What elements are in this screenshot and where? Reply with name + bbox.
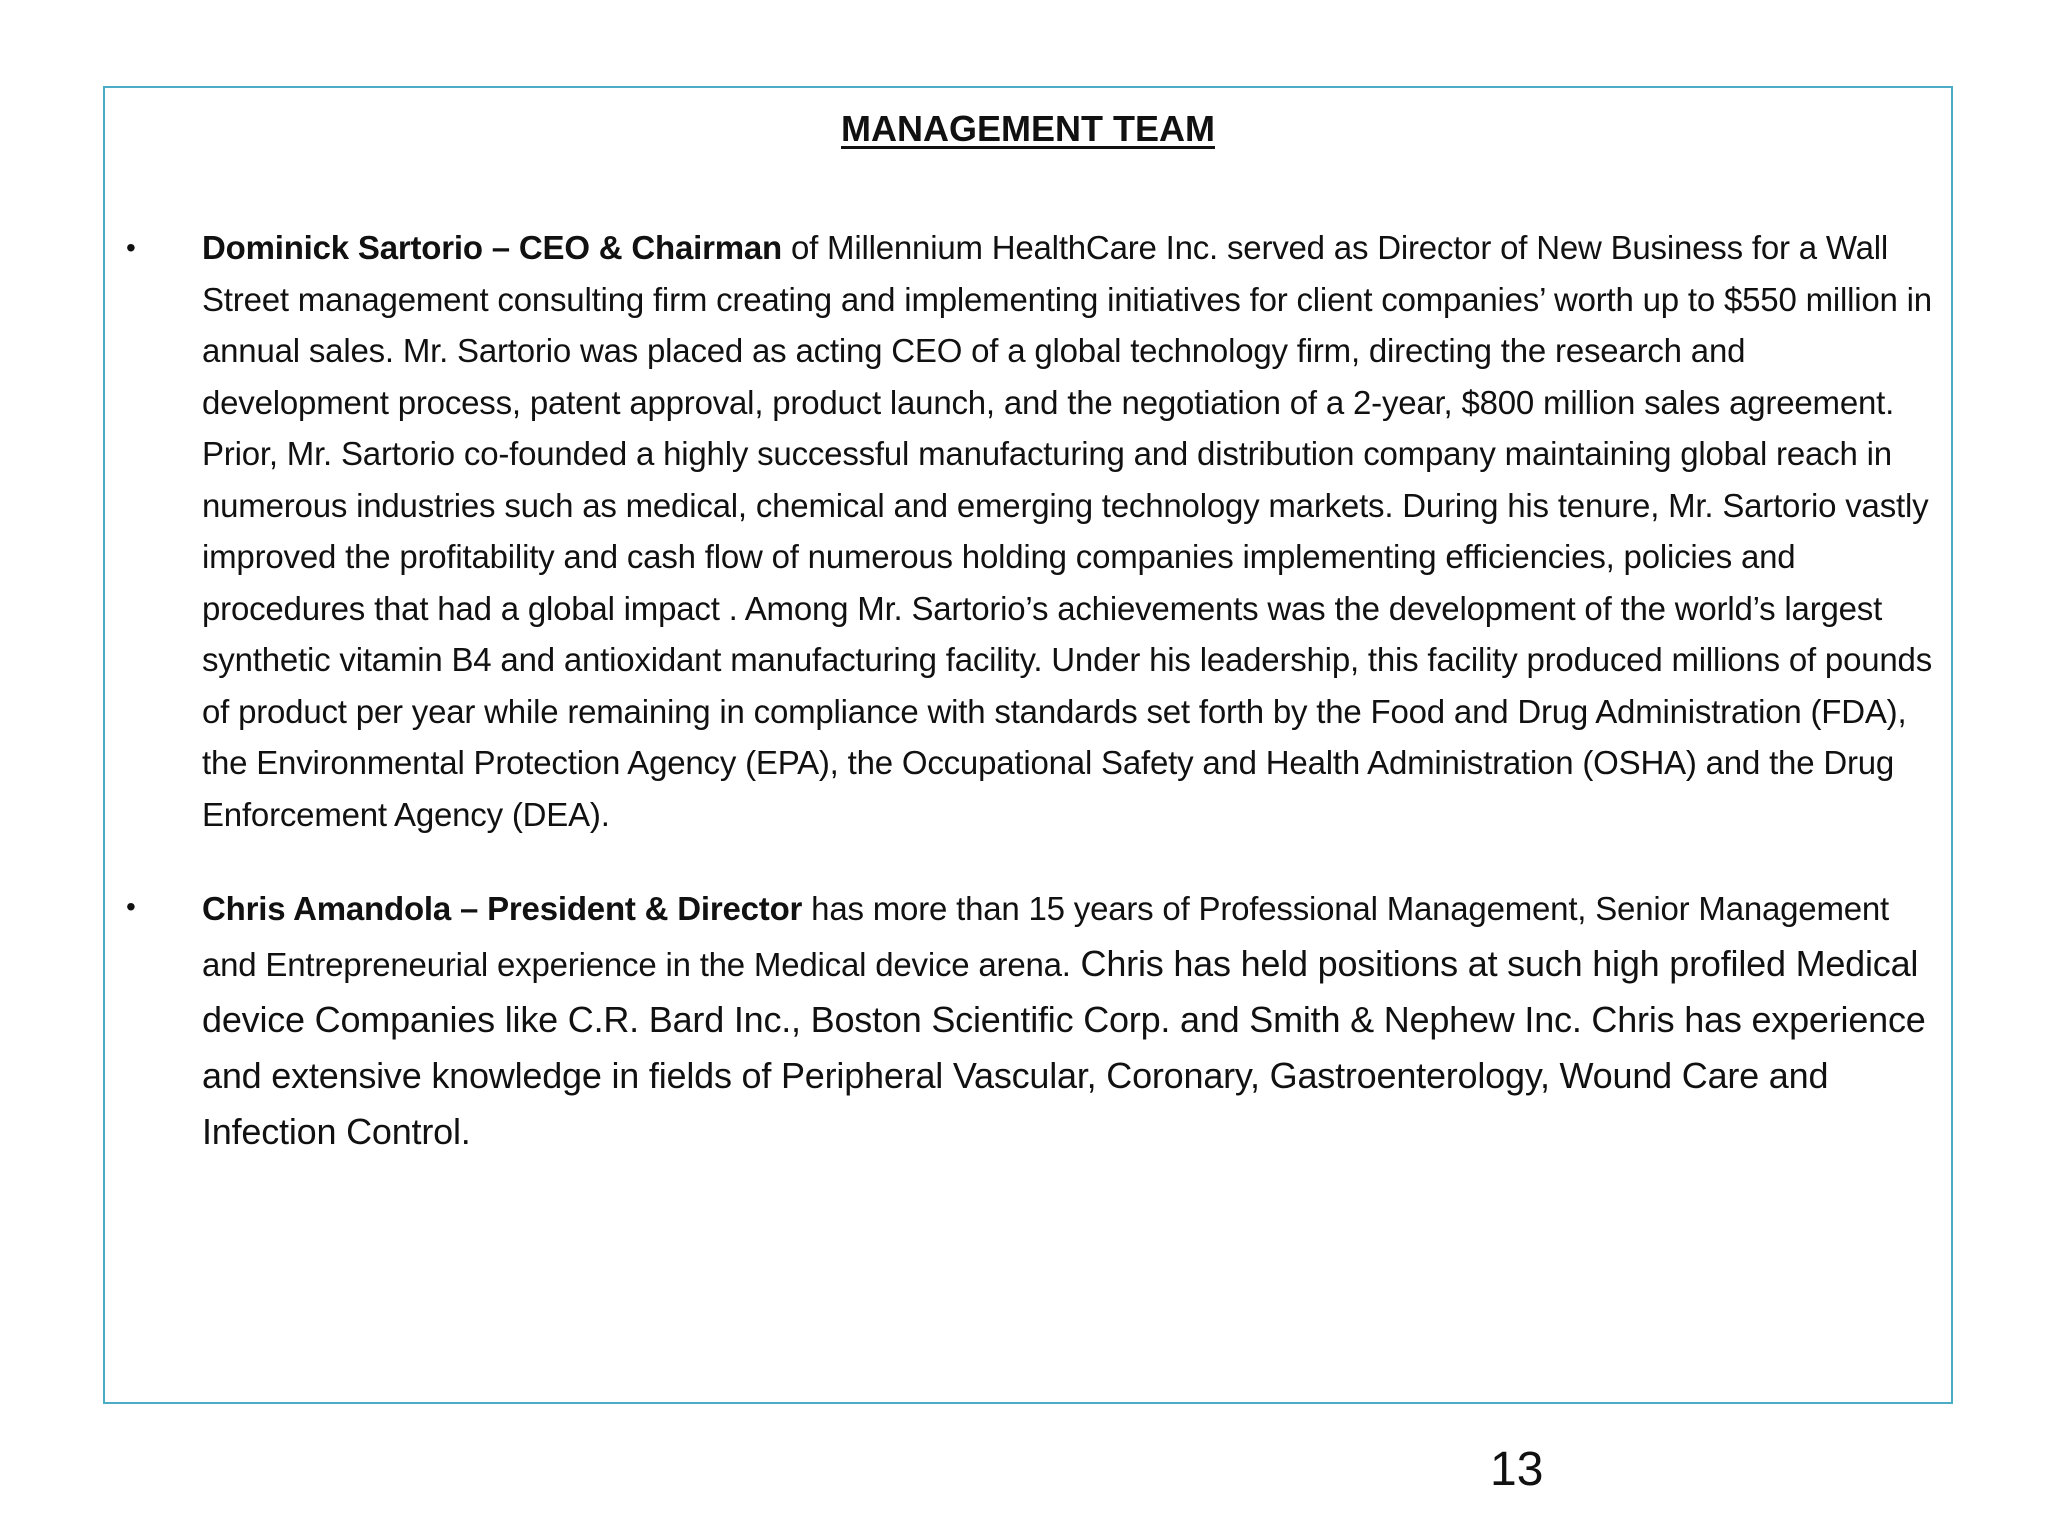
bio-item-sartorio	[105, 222, 1955, 840]
bullet-icon: •	[126, 891, 136, 922]
bio-name: Chris Amandola – President & Director	[202, 890, 803, 927]
bio-list	[105, 222, 1955, 1160]
slide-frame	[103, 86, 1953, 1404]
page-number: 13	[1490, 1443, 1544, 1496]
slide-title	[105, 104, 1951, 154]
bio-name: Dominick Sartorio – CEO & Chairman	[202, 229, 782, 266]
bullet-icon: •	[126, 232, 136, 263]
bio-text: of Millennium HealthCare Inc. served as Director of New Business for a Wall Street management consulting firm creating and implementing initiatives for client companies’ worth up to $550 million in annual sales. Mr. Sartorio was placed as acting CEO of a global technology firm, directing the research and development process, patent approval, product launch, and the negotiation of a 2-year, $800 million sales agreement. Prior, Mr. Sartorio co-founded a highly successful manufacturing and distribution company maintaining global reach in numerous industries such as medical, chemical and emerging technology markets. During his tenure, Mr. Sartorio vastly improved the profitability and cash flow of numerous holding companies implementing efficiencies, policies and procedures that had a global impact . Among Mr. Sartorio’s achievements was the development of the world’s largest synthetic vitamin B4 and antioxidant manufacturing facility. Under his leadership, this facility produced millions of pounds of product per year while remaining in compliance with standards set forth by the Food and Drug Administration (FDA), the Environmental Protection Agency (EPA), the Occupational Safety and Health Administration (OSHA) and the Drug Enforcement Agency (DEA).	[202, 229, 1933, 833]
bio-item-amandola	[105, 881, 1955, 1160]
slide-title-text: MANAGEMENT TEAM	[841, 108, 1215, 149]
bio-text: has more than 15 years of Professional Management, Senior Management and Entrepreneurial experience in the Medical device arena.	[202, 890, 1890, 983]
bio-text-continued: Chris has held positions at such high profiled Medical device Companies like C.R. Bard Inc., Boston Scientific Corp. and Smith & Nephew Inc. Chris has experience and extensive knowledge in fields of Peripheral Vascular, Coronary, Gastroenterology, Wound Care and Infection Control.	[202, 943, 1926, 1152]
